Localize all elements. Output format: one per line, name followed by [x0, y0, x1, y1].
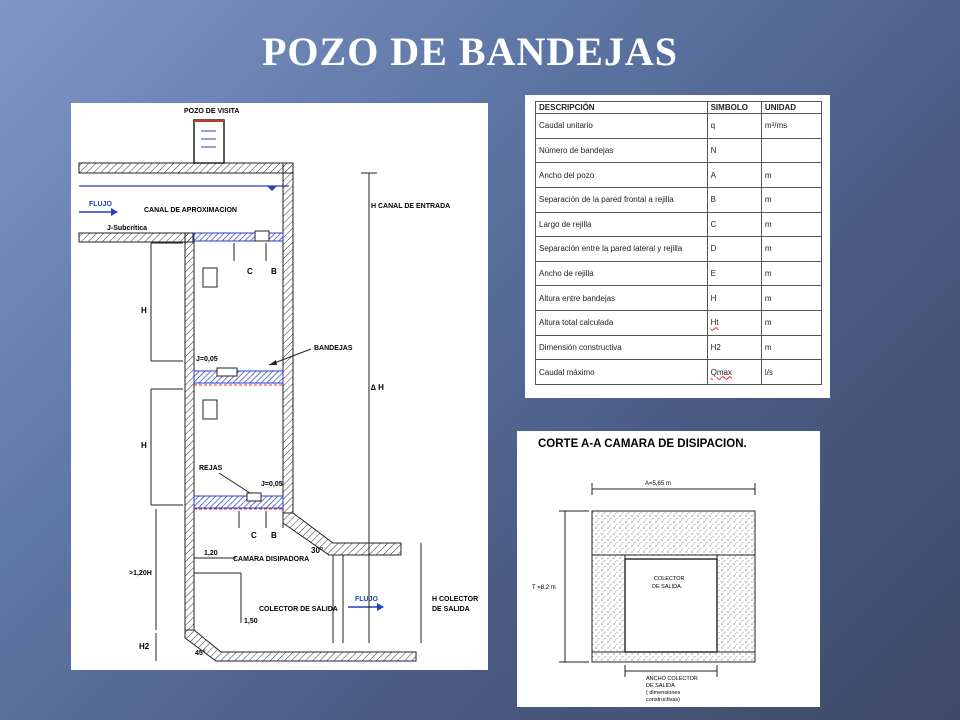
dim-120: 1,20 — [204, 550, 218, 557]
cell: Ht — [707, 311, 761, 336]
cell: m³/ms — [761, 114, 821, 139]
ancho-label-3: ( dimensiones — [646, 690, 681, 696]
j005-1-label: J=0,05 — [196, 356, 218, 363]
pozo-elevation-drawing — [71, 103, 488, 670]
dim-c1: C — [247, 267, 253, 276]
header-descripcion: DESCRIPCIÓN — [536, 102, 708, 114]
angle-30: 30° — [311, 546, 324, 555]
cell: H2 — [707, 335, 761, 360]
slide-title: POZO DE BANDEJAS — [261, 29, 679, 74]
cell: q — [707, 114, 761, 139]
colector-salida-label: COLECTOR DE SALIDA — [259, 606, 338, 613]
section-title: CORTE A-A CAMARA DE DISIPACION. — [538, 438, 747, 450]
cell: Dimensión constructiva — [536, 335, 708, 360]
table-row — [536, 311, 822, 336]
cell: E — [707, 261, 761, 286]
cell: D — [707, 237, 761, 262]
rejas-label: REJAS — [199, 465, 223, 472]
elevation-svg — [71, 103, 488, 670]
outlet-slope — [283, 513, 401, 555]
top-slab — [79, 163, 293, 173]
section-bottom-slab — [592, 652, 755, 662]
table-row — [536, 286, 822, 311]
table-row — [536, 163, 822, 188]
dim-h2: H — [141, 441, 147, 450]
ancho-label-1: ANCHO COLECTOR — [646, 676, 698, 682]
dim-b2: B — [271, 531, 277, 540]
bandejas-label: BANDEJAS — [314, 345, 353, 352]
width-label: A=5,65 m — [645, 481, 671, 487]
h-total-label: ∆ H — [371, 383, 384, 392]
dim-gt120h: >1,20H — [129, 570, 152, 577]
j005-2-label: J=0,05 — [261, 481, 283, 488]
table-row — [536, 261, 822, 286]
dim-c2: C — [251, 531, 257, 540]
dim-h1: H — [141, 306, 147, 315]
cell: m — [761, 286, 821, 311]
left-wall — [185, 233, 194, 630]
camara-disipadora-label: CAMARA DISIPADORA — [233, 556, 310, 563]
cell: Caudal unitario — [536, 114, 708, 139]
cell: A — [707, 163, 761, 188]
cell: Qmax — [707, 360, 761, 385]
cell: m — [761, 335, 821, 360]
cell: N — [707, 138, 761, 163]
bandeja-1 — [194, 233, 283, 241]
cell: m — [761, 261, 821, 286]
table-row — [536, 187, 822, 212]
angle-45: 45° — [195, 650, 206, 657]
cell: Separación de la pared frontal a rejilla — [536, 187, 708, 212]
cell — [761, 138, 821, 163]
colector-opening — [625, 559, 717, 652]
table-row — [536, 138, 822, 163]
cell: Altura entre bandejas — [536, 286, 708, 311]
cell: m — [761, 311, 821, 336]
cell: H — [707, 286, 761, 311]
cell: Ancho de rejilla — [536, 261, 708, 286]
cell: Caudal máximo — [536, 360, 708, 385]
colector-label-2: DE SALIDA. — [652, 584, 683, 590]
bandeja-3 — [194, 496, 283, 508]
section-aa-panel — [517, 431, 820, 707]
cell: Número de bandejas — [536, 138, 708, 163]
table-row — [536, 114, 822, 139]
spec-table-panel — [525, 95, 830, 398]
cell: m — [761, 163, 821, 188]
section-top-slab — [592, 511, 755, 555]
header-unidad: UNIDAD — [761, 102, 821, 114]
cell: Ancho del pozo — [536, 163, 708, 188]
bandeja-2 — [194, 371, 283, 383]
canal-aproximacion-label: CANAL DE APROXIMACION — [144, 207, 237, 214]
j-subcritica-label: J-Subcrítica — [107, 225, 148, 232]
cell: Largo de rejilla — [536, 212, 708, 237]
section-left-wall — [592, 555, 625, 652]
cell: m — [761, 237, 821, 262]
table-row — [536, 335, 822, 360]
cell: l/s — [761, 360, 821, 385]
cell: m — [761, 212, 821, 237]
section-aa-svg — [517, 431, 820, 707]
cell: C — [707, 212, 761, 237]
cell: B — [707, 187, 761, 212]
h2-dim-label: H2 — [139, 642, 150, 651]
flujo-bottom-label: FLUJO — [355, 596, 378, 603]
bottom-floor — [185, 630, 416, 661]
height-label: T =8,2 m — [532, 585, 556, 591]
right-wall — [283, 163, 293, 513]
table-row — [536, 237, 822, 262]
dim-b1: B — [271, 267, 277, 276]
h-colector-label-1: H COLECTOR — [432, 596, 479, 603]
pozo-visita-shaft — [194, 120, 224, 163]
flujo-top-label: FLUJO — [89, 201, 112, 208]
cell: Altura total calculada — [536, 311, 708, 336]
pozo-visita-label: POZO DE VISITA — [184, 108, 240, 115]
section-right-wall — [717, 555, 755, 652]
ancho-label-4: constructivas) — [646, 697, 680, 703]
h-canal-entrada-label: H CANAL DE ENTRADA — [371, 203, 451, 210]
dim-150: 1,50 — [244, 618, 258, 625]
ancho-label-2: DE SALIDA — [646, 683, 675, 689]
table-row — [536, 360, 822, 385]
h-colector-label-2: DE SALIDA — [432, 606, 470, 613]
cell: m — [761, 187, 821, 212]
spec-table — [535, 101, 822, 385]
colector-label-1: COLECTOR — [654, 576, 685, 582]
cell: Separación entre la pared lateral y rejilla — [536, 237, 708, 262]
table-row — [536, 212, 822, 237]
header-simbolo: SIMBOLO — [707, 102, 761, 114]
table-header-row — [536, 102, 822, 114]
